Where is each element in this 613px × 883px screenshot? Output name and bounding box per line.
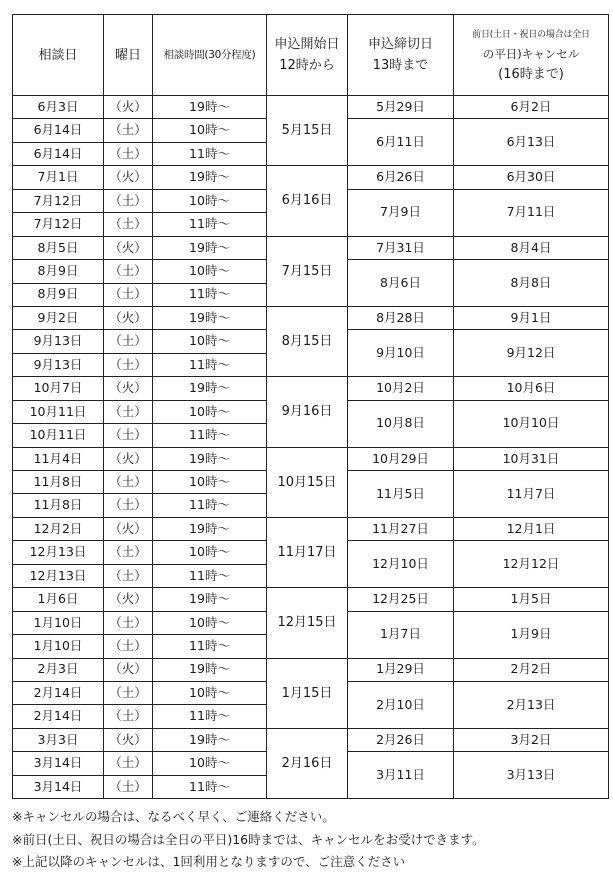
- cancel-deadline: 10月6日: [454, 377, 609, 400]
- session-row: [13, 588, 609, 611]
- session-weekday: （土）: [104, 400, 153, 423]
- session-weekday: （土）: [104, 494, 153, 517]
- session-row: [13, 728, 609, 751]
- session-time: 19時～: [153, 377, 267, 400]
- session-date: 11月4日: [13, 447, 104, 470]
- session-weekday: （土）: [104, 611, 153, 634]
- session-time: 11時～: [153, 775, 267, 798]
- cancel-deadline: 6月30日: [454, 166, 609, 189]
- session-time: 10時～: [153, 189, 267, 212]
- header-weekday: 曜日: [104, 15, 153, 96]
- session-time: 19時～: [153, 517, 267, 540]
- session-date: 3月14日: [13, 775, 104, 798]
- session-date: 8月9日: [13, 283, 104, 306]
- header-deadline: [348, 15, 454, 96]
- session-row: [13, 236, 609, 259]
- session-weekday: （火）: [104, 588, 153, 611]
- header-date: 相談日: [13, 15, 104, 96]
- session-weekday: （土）: [104, 213, 153, 236]
- session-date: 1月6日: [13, 588, 104, 611]
- application-deadline: 5月29日: [348, 96, 454, 119]
- session-date: 9月2日: [13, 306, 104, 329]
- session-date: 10月11日: [13, 400, 104, 423]
- session-time: 10時～: [153, 681, 267, 704]
- session-date: 11月8日: [13, 471, 104, 494]
- session-date: 2月3日: [13, 658, 104, 681]
- session-row: [13, 377, 609, 400]
- schedule-table: [12, 14, 609, 799]
- application-deadline: 8月6日: [348, 260, 454, 307]
- session-weekday: （土）: [104, 142, 153, 165]
- application-deadline: 11月5日: [348, 471, 454, 518]
- header-start-line1: 申込開始日: [274, 37, 340, 52]
- cancel-deadline: 6月13日: [454, 119, 609, 166]
- cancel-deadline: 2月2日: [454, 658, 609, 681]
- header-start-line2: 12時から: [279, 58, 335, 73]
- session-row: [13, 447, 609, 470]
- session-weekday: （火）: [104, 236, 153, 259]
- application-start: 5月15日: [267, 96, 348, 166]
- application-start: 2月16日: [267, 728, 348, 798]
- application-start: 8月15日: [267, 306, 348, 376]
- session-weekday: （土）: [104, 635, 153, 658]
- application-start: 9月16日: [267, 377, 348, 447]
- session-time: 11時～: [153, 564, 267, 587]
- session-row: [13, 306, 609, 329]
- header-deadline-line1: 申込締切日: [367, 37, 433, 52]
- application-deadline: 1月29日: [348, 658, 454, 681]
- application-start: 7月15日: [267, 236, 348, 306]
- application-deadline: 9月10日: [348, 330, 454, 377]
- application-deadline: 11月27日: [348, 517, 454, 540]
- session-weekday: （土）: [104, 330, 153, 353]
- cancel-deadline: 1月5日: [454, 588, 609, 611]
- session-time: 19時～: [153, 166, 267, 189]
- session-row: [13, 517, 609, 540]
- session-date: 7月12日: [13, 189, 104, 212]
- application-deadline: 10月8日: [348, 400, 454, 447]
- session-time: 10時～: [153, 471, 267, 494]
- application-deadline: 10月2日: [348, 377, 454, 400]
- cancel-deadline: 3月2日: [454, 728, 609, 751]
- cancel-deadline: 11月7日: [454, 471, 609, 518]
- application-deadline: 6月26日: [348, 166, 454, 189]
- session-weekday: （土）: [104, 424, 153, 447]
- session-date: 9月13日: [13, 330, 104, 353]
- application-start: 1月15日: [267, 658, 348, 728]
- session-weekday: （土）: [104, 705, 153, 728]
- session-date: 1月10日: [13, 635, 104, 658]
- cancel-deadline: 9月1日: [454, 306, 609, 329]
- session-time: 10時～: [153, 330, 267, 353]
- header-deadline-line2: 13時まで: [372, 58, 429, 73]
- application-deadline: 2月10日: [348, 681, 454, 728]
- header-cancel-line2: の平日)キャンセル: [482, 46, 580, 61]
- session-time: 10時～: [153, 260, 267, 283]
- session-date: 12月13日: [13, 541, 104, 564]
- session-time: 11時～: [153, 213, 267, 236]
- session-weekday: （土）: [104, 564, 153, 587]
- session-row: [13, 96, 609, 119]
- header-start: [267, 15, 348, 96]
- session-date: 9月13日: [13, 353, 104, 376]
- session-weekday: （火）: [104, 166, 153, 189]
- session-time: 19時～: [153, 96, 267, 119]
- session-weekday: （土）: [104, 283, 153, 306]
- session-date: 2月14日: [13, 681, 104, 704]
- header-cancel: [454, 15, 609, 96]
- session-date: 2月14日: [13, 705, 104, 728]
- session-time: 10時～: [153, 541, 267, 564]
- session-weekday: （火）: [104, 377, 153, 400]
- session-time: 11時～: [153, 353, 267, 376]
- session-weekday: （火）: [104, 517, 153, 540]
- application-start: 11月17日: [267, 517, 348, 587]
- session-time: 19時～: [153, 658, 267, 681]
- session-date: 12月13日: [13, 564, 104, 587]
- application-deadline: 6月11日: [348, 119, 454, 166]
- session-weekday: （土）: [104, 260, 153, 283]
- application-start: 12月15日: [267, 588, 348, 658]
- header-time: 相談時間(30分程度): [153, 15, 267, 96]
- session-row: [13, 658, 609, 681]
- session-date: 7月1日: [13, 166, 104, 189]
- cancel-deadline: 12月1日: [454, 517, 609, 540]
- session-time: 19時～: [153, 236, 267, 259]
- session-date: 11月8日: [13, 494, 104, 517]
- cancel-deadline: 12月12日: [454, 541, 609, 588]
- session-row: [13, 166, 609, 189]
- header-cancel-line3: (16時まで): [498, 66, 564, 82]
- application-deadline: 8月28日: [348, 306, 454, 329]
- session-time: 11時～: [153, 283, 267, 306]
- session-time: 11時～: [153, 494, 267, 517]
- session-date: 3月3日: [13, 728, 104, 751]
- session-weekday: （土）: [104, 775, 153, 798]
- session-weekday: （土）: [104, 353, 153, 376]
- session-date: 1月10日: [13, 611, 104, 634]
- session-weekday: （火）: [104, 658, 153, 681]
- session-date: 3月14日: [13, 752, 104, 775]
- session-weekday: （土）: [104, 541, 153, 564]
- session-date: 10月7日: [13, 377, 104, 400]
- session-time: 10時～: [153, 752, 267, 775]
- session-date: 6月3日: [13, 96, 104, 119]
- cancel-deadline: 3月13日: [454, 752, 609, 799]
- session-date: 12月2日: [13, 517, 104, 540]
- session-time: 19時～: [153, 728, 267, 751]
- application-deadline: 7月9日: [348, 189, 454, 236]
- session-date: 10月11日: [13, 424, 104, 447]
- note-3: ※上記以降のキャンセルは、1回利用となりますので、ご注意ください: [12, 854, 406, 869]
- session-time: 19時～: [153, 447, 267, 470]
- note-1: ※キャンセルの場合は、なるべく早く、ご連絡ください。: [12, 809, 335, 824]
- application-deadline: 3月11日: [348, 752, 454, 799]
- session-weekday: （土）: [104, 471, 153, 494]
- cancel-deadline: 2月13日: [454, 681, 609, 728]
- session-time: 11時～: [153, 705, 267, 728]
- cancel-deadline: 10月31日: [454, 447, 609, 470]
- session-weekday: （火）: [104, 96, 153, 119]
- notes: [12, 806, 608, 874]
- cancel-deadline: 6月2日: [454, 96, 609, 119]
- session-weekday: （土）: [104, 119, 153, 142]
- cancel-deadline: 1月9日: [454, 611, 609, 658]
- application-deadline: 12月10日: [348, 541, 454, 588]
- session-weekday: （土）: [104, 681, 153, 704]
- session-date: 8月5日: [13, 236, 104, 259]
- session-time: 10時～: [153, 400, 267, 423]
- note-2: ※前日(土日、祝日の場合は全日の平日)16時までは、キャンセルをお受けできます。: [12, 831, 485, 847]
- session-time: 11時～: [153, 142, 267, 165]
- session-time: 19時～: [153, 306, 267, 329]
- application-deadline: 1月7日: [348, 611, 454, 658]
- session-date: 6月14日: [13, 142, 104, 165]
- application-deadline: 7月31日: [348, 236, 454, 259]
- session-weekday: （土）: [104, 752, 153, 775]
- application-start: 6月16日: [267, 166, 348, 236]
- session-weekday: （土）: [104, 189, 153, 212]
- cancel-deadline: 8月8日: [454, 260, 609, 307]
- application-deadline: 2月26日: [348, 728, 454, 751]
- cancel-deadline: 10月10日: [454, 400, 609, 447]
- session-time: 10時～: [153, 119, 267, 142]
- session-weekday: （火）: [104, 447, 153, 470]
- session-date: 8月9日: [13, 260, 104, 283]
- application-deadline: 10月29日: [348, 447, 454, 470]
- header-cancel-line1: 前日(土日・祝日の場合は全日: [472, 29, 590, 40]
- application-deadline: 12月25日: [348, 588, 454, 611]
- session-time: 11時～: [153, 424, 267, 447]
- session-time: 11時～: [153, 635, 267, 658]
- cancel-deadline: 7月11日: [454, 189, 609, 236]
- session-weekday: （火）: [104, 728, 153, 751]
- session-time: 19時～: [153, 588, 267, 611]
- session-weekday: （火）: [104, 306, 153, 329]
- application-start: 10月15日: [267, 447, 348, 517]
- session-date: 7月12日: [13, 213, 104, 236]
- session-date: 6月14日: [13, 119, 104, 142]
- header-row: [13, 15, 609, 96]
- session-time: 10時～: [153, 611, 267, 634]
- cancel-deadline: 9月12日: [454, 330, 609, 377]
- cancel-deadline: 8月4日: [454, 236, 609, 259]
